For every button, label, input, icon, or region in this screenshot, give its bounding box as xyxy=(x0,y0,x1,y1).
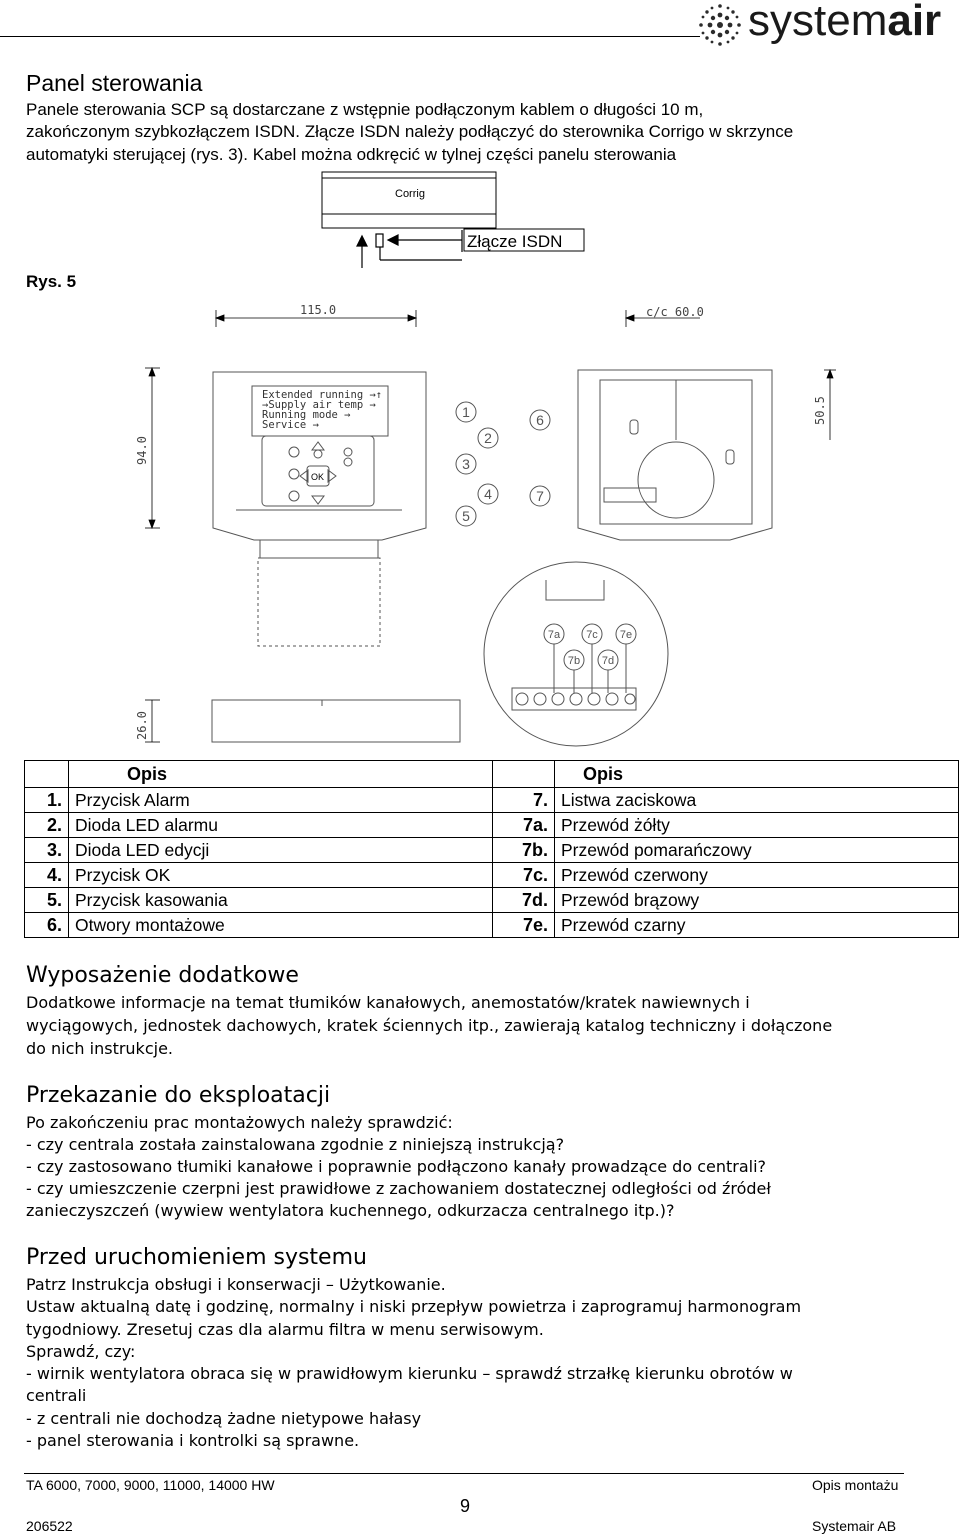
header-rule xyxy=(0,36,700,37)
terminal-detail xyxy=(484,562,668,746)
section3-line-3: - czy zastosowano tłumiki kanałowe i poprawnie podłączono kanały prowadzące do centrali? xyxy=(26,1157,767,1176)
table-row: 6. Otwory montażowe 7e. Przewód czarny xyxy=(25,913,959,938)
section4-line-7: - z centrali nie dochodzą żadne nietypowe hałasy xyxy=(26,1409,422,1428)
control-panel-drawing xyxy=(0,168,960,758)
dim-right: 50.5 xyxy=(813,396,827,425)
table-row: 1. Przycisk Alarm 7. Listwa zaciskowa xyxy=(25,788,959,813)
table-row: 4. Przycisk OK 7c. Przewód czerwony xyxy=(25,863,959,888)
table-row: 2. Dioda LED alarmu 7a. Przewód żółty xyxy=(25,813,959,838)
svg-text:7e: 7e xyxy=(619,629,633,641)
svg-text:7b: 7b xyxy=(567,655,581,667)
przekazanie-heading: Przekazanie do eksploatacji xyxy=(26,1083,331,1108)
section4-line-4: Sprawdź, czy: xyxy=(26,1342,136,1361)
svg-text:Running mode →: Running mode → xyxy=(262,409,351,421)
legend-header-right: Opis xyxy=(555,761,959,788)
section3-line-4: - czy umieszczenie czerpni jest prawidłowe z zachowaniem dostatecznej odległości od źródeł xyxy=(26,1179,771,1198)
footer-company: Systemair AB xyxy=(812,1518,897,1534)
svg-text:Extended running →↑: Extended running →↑ xyxy=(262,389,383,401)
section2-line-3: do nich instrukcje. xyxy=(26,1039,173,1058)
footer-doc-type: Opis montażu xyxy=(812,1477,899,1493)
section3-line-1: Po zakończeniu prac montażowych należy sprawdzić: xyxy=(26,1113,453,1132)
back-panel xyxy=(578,370,772,540)
isdn-arrows xyxy=(357,230,462,268)
svg-text:7c: 7c xyxy=(586,629,598,641)
display-text xyxy=(262,389,382,431)
wyposazenie-heading: Wyposażenie dodatkowe xyxy=(26,963,299,988)
svg-text:5: 5 xyxy=(462,508,470,524)
svg-text:Service →: Service → xyxy=(262,419,319,431)
svg-text:7a: 7a xyxy=(547,629,561,641)
section4-line-8: - panel sterowania i kontrolki są sprawne. xyxy=(26,1431,360,1450)
svg-text:→Supply air temp →: →Supply air temp → xyxy=(262,399,376,411)
section4-line-1: Patrz Instrukcja obsługi i konserwacji – Użytkowanie. xyxy=(26,1275,446,1294)
dim-cc: c/c 60.0 xyxy=(646,305,704,319)
svg-text:7: 7 xyxy=(536,488,544,504)
brand-wordmark: systemair xyxy=(748,0,942,45)
legend-header-left: Opis xyxy=(69,761,493,788)
table-row: 5. Przycisk kasowania 7d. Przewód brązowy xyxy=(25,888,959,913)
section1-line-2: zakończonym szybkozłączem ISDN. Złącze ISDN należy podłączyć do sterownika Corrigo w skrzynce xyxy=(26,122,794,141)
svg-text:6: 6 xyxy=(536,412,544,428)
section2-line-2: wyciągowych, jednostek dachowych, kratek ściennych itp., zawierają katalog techniczny i dołączone xyxy=(26,1016,833,1035)
svg-text:7d: 7d xyxy=(601,655,615,667)
section3-line-2: - czy centrala została zainstalowana zgodnie z niniejszą instrukcją? xyxy=(26,1135,565,1154)
panel-sterowania-heading: Panel sterowania xyxy=(26,70,203,96)
figure-label: Rys. 5 xyxy=(26,272,77,291)
isdn-label: Złącze ISDN xyxy=(467,232,563,251)
legend-table xyxy=(24,760,959,938)
footer-code: 206522 xyxy=(26,1518,73,1534)
svg-text:2: 2 xyxy=(484,430,492,446)
dim-width: 115.0 xyxy=(300,303,337,317)
svg-text:1: 1 xyxy=(462,404,470,420)
przed-uruchomieniem-heading: Przed uruchomieniem systemu xyxy=(26,1245,367,1270)
corrigo-label: Corrig xyxy=(395,188,425,200)
section1-line-1: Panele sterowania SCP są dostarczane z wstępnie podłączonym kablem o długości 10 m, xyxy=(26,100,704,119)
side-profile xyxy=(212,700,460,742)
footer-rule xyxy=(24,1473,904,1474)
svg-text:4: 4 xyxy=(484,486,492,502)
section4-line-5: - wirnik wentylatora obraca się w prawidłowym kierunku – sprawdź strzałkę kierunku obrotów w xyxy=(26,1364,793,1383)
dim-bottom: 26.0 xyxy=(135,711,149,740)
section2-line-1: Dodatkowe informacje na temat tłumików kanałowych, anemostatów/kratek nawiewnych i xyxy=(26,993,750,1012)
table-row: 3. Dioda LED edycji 7b. Przewód pomarańczowy xyxy=(25,838,959,863)
callout-numbers xyxy=(462,404,544,524)
wire-callouts xyxy=(548,629,632,667)
svg-text:3: 3 xyxy=(462,456,470,472)
dim-height: 94.0 xyxy=(135,436,149,465)
section4-line-2: Ustaw aktualną datę i godzinę, normalny i niski przepływ powietrza i zaprogramuj harmonogram xyxy=(26,1297,802,1316)
section1-line-3: automatyki sterującej (rys. 3). Kabel można odkręcić w tylnej części panelu sterowania xyxy=(26,145,677,164)
ok-label: OK xyxy=(311,472,325,482)
page-number: 9 xyxy=(460,1496,471,1516)
section4-line-6: centrali xyxy=(26,1386,87,1405)
footer-models: TA 6000, 7000, 9000, 11000, 14000 HW xyxy=(26,1477,275,1493)
corrigo-box xyxy=(322,172,496,228)
section4-line-3: tygodniowy. Zresetuj czas dla alarmu filtra w menu serwisowym. xyxy=(26,1320,544,1339)
section3-line-5: zanieczyszczeń (wywiew wentylatora kuchennego, odkurzacza centralnego itp.)? xyxy=(26,1201,675,1220)
legend-header-row xyxy=(25,761,959,788)
